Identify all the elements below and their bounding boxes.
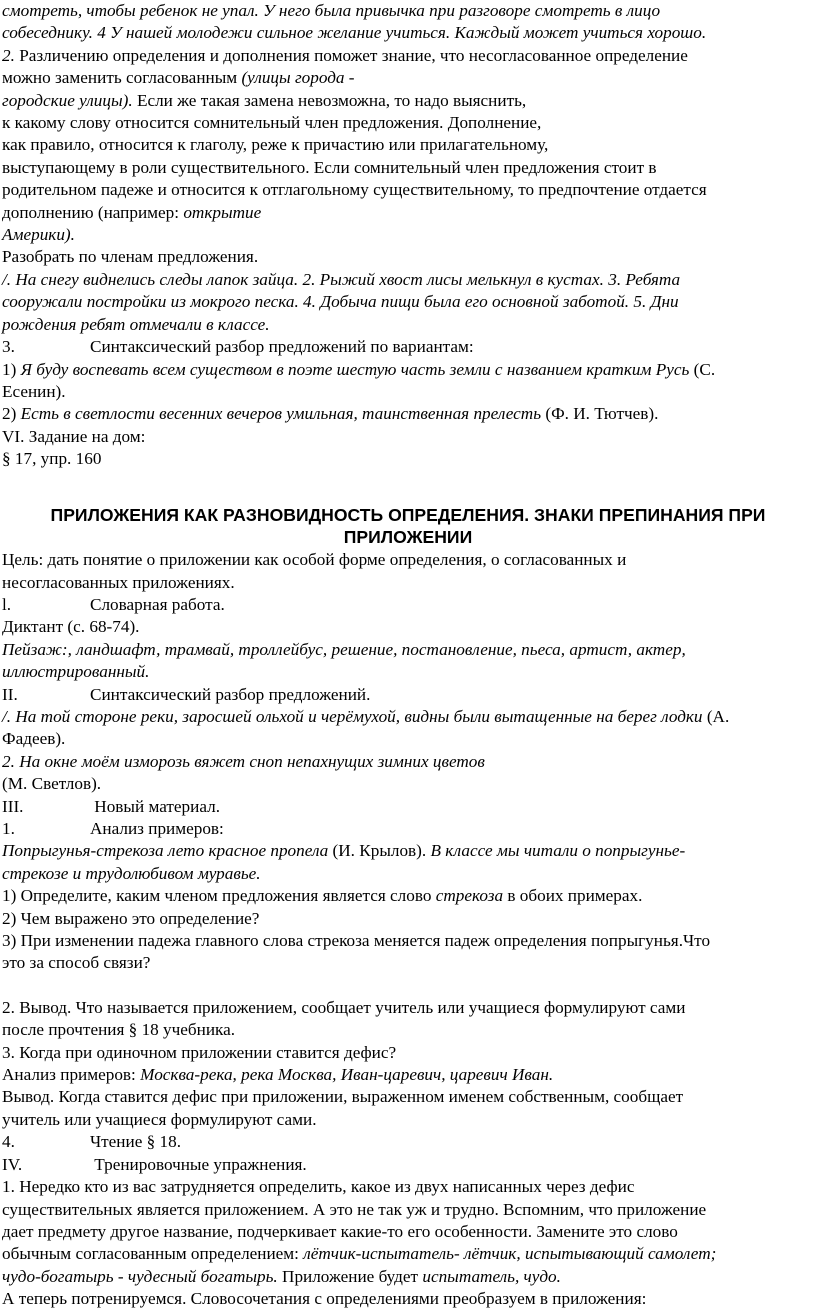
example-span: стрекоза — [435, 886, 504, 906]
text-line: § 17, упр. 160 — [2, 449, 102, 469]
text-line — [2, 1243, 814, 1265]
section-title: ПРИЛОЖЕНИИ — [343, 527, 473, 548]
text-span: Новый материал. — [90, 796, 220, 816]
text-line — [2, 1266, 814, 1288]
text-line: родительном падеже и относится к отглагольному существительному, то предпочтение отдается — [2, 180, 707, 200]
text-line — [2, 1064, 814, 1086]
example-span: Есть в светлости весенних вечеров умильная, таинственная прелесть — [20, 404, 542, 424]
text-span: Приложение будет — [277, 1266, 423, 1286]
text-line: сооружали постройки из мокрого песка. 4. Добыча пищи была его основной заботой. 5. Дни — [2, 292, 679, 312]
text-line — [2, 1154, 814, 1176]
item-number: 3. — [2, 337, 15, 357]
spacer — [2, 493, 814, 504]
text-line — [2, 67, 814, 89]
text-line — [2, 594, 814, 616]
text-span: (Ф. И. Тютчев). — [541, 404, 659, 424]
text-line: после прочтения § 18 учебника. — [2, 1020, 236, 1040]
text-span: обычным согласованным определением: — [2, 1244, 304, 1264]
text-line: 2. Вывод. Что называется приложением, сообщает учитель или учащиеся формулируют сами — [2, 997, 686, 1017]
text-line: Диктант (с. 68-74). — [2, 617, 140, 637]
text-span: в обоих примерах. — [503, 886, 643, 906]
text-line: VI. Задание на дом: — [2, 426, 146, 446]
text-span: Анализ примеров: — [90, 819, 224, 838]
spacer — [2, 471, 814, 493]
example-span: лётчик-испытатель- лётчик, испытывающий самолет; — [303, 1244, 717, 1264]
example-span: В классе мы читали о попрыгунье- — [430, 841, 686, 861]
item-number: II. — [2, 684, 18, 704]
text-line: это за способ связи? — [2, 953, 151, 973]
text-line — [2, 1131, 814, 1153]
item-number: l. — [2, 594, 12, 614]
text-line: (М. Светлов). — [2, 774, 102, 794]
text-span: дополнению (например: — [2, 202, 184, 222]
text-line: 1. Нередко кто из вас затрудняется определить, какое из двух написанных через дефис — [2, 1177, 635, 1197]
text-line: смотреть, чтобы ребенок не упал. У него была привычка при разговоре смотреть в лицо — [2, 1, 661, 20]
example-span: /. На той стороне реки, заросшей ольхой и черёмухой, видны были вытащенные на берег лодки — [2, 706, 703, 726]
item-number: 4. — [2, 1132, 15, 1152]
text-span: (А. — [702, 706, 730, 726]
example-span: Я буду воспевать всем существом в поэте шестую часть земли с названием кратким Русь — [20, 359, 690, 379]
text-span: (С. — [689, 359, 716, 379]
text-line: 2) Чем выражено это определение? — [2, 908, 260, 928]
text-line — [2, 885, 814, 907]
text-line — [2, 336, 814, 358]
spacer — [2, 975, 814, 997]
text-line: иллюстрированный. — [2, 662, 150, 682]
text-line: собеседнику. 4 У нашей молодежи сильное желание учиться. Каждый может учиться хорошо. — [2, 23, 707, 43]
example-span: испытатель, чудо. — [422, 1266, 561, 1286]
text-line: Америки). — [2, 225, 75, 245]
text-line: 3. Когда при одиночном приложении ставится дефис? — [2, 1042, 397, 1062]
item-number: 2. — [2, 45, 15, 65]
example-span: открытие — [183, 202, 262, 222]
text-line: Цель: дать понятие о приложении как особой форме определения, о согласованных и — [2, 550, 627, 570]
text-span: Чтение § 18. — [90, 1132, 182, 1152]
text-line: 3) При изменении падежа главного слова стрекоза меняется падеж определения попрыгунья.Что — [2, 931, 711, 951]
text-line: рождения ребят отмечали в классе. — [2, 314, 270, 334]
example-span: Москва-река, река Москва, Иван-царевич, царевич Иван. — [140, 1065, 554, 1085]
text-span: Словарная работа. — [90, 594, 225, 614]
text-span: Анализ примеров: — [2, 1065, 141, 1085]
example-span: (улицы города - — [241, 68, 355, 88]
text-line: к какому слову относится сомнительный член предложения. Дополнение, — [2, 113, 542, 133]
text-line: А теперь потренируемся. Словосочетания с определениями преобразуем в приложения: — [2, 1289, 647, 1309]
text-span: можно заменить согласованным — [2, 68, 242, 88]
item-number: IV. — [2, 1154, 23, 1174]
text-span: Синтаксический разбор предложений по вариантам: — [90, 337, 474, 357]
text-line — [2, 403, 814, 425]
item-number: III. — [2, 796, 24, 816]
section-title: ПРИЛОЖЕНИЯ КАК РАЗНОВИДНОСТЬ ОПРЕДЕЛЕНИЯ. ЗНАКИ ПРЕПИНАНИЯ ПРИ — [50, 504, 766, 525]
item-number: 2) — [2, 404, 21, 424]
text-line: Разобрать по членам предложения. — [2, 247, 259, 267]
text-line: выступающему в роли существительного. Если сомнительный член предложения стоит в — [2, 157, 657, 177]
text-span: Синтаксический разбор предложений. — [90, 684, 371, 704]
text-line: дает предмету другое название, подчеркивает какие-то его особенности. Замените это слово — [2, 1221, 678, 1241]
text-span: Различению определения и дополнения поможет знание, что несогласованное определение — [14, 45, 688, 65]
text-line: несогласованных приложениях. — [2, 572, 235, 592]
text-line — [2, 796, 814, 818]
item-number: 1) — [2, 359, 21, 379]
text-span: (И. Крылов). — [328, 841, 431, 861]
text-line — [2, 359, 814, 381]
example-span: чудо-богатырь - чудесный богатырь. — [2, 1266, 278, 1286]
text-span: Если же такая замена невозможна, то надо выяснить, — [132, 90, 527, 110]
example-span: Попрыгунья-стрекоза лето красное пропела — [2, 841, 329, 861]
text-line: стрекозе и трудолюбивом муравье. — [2, 863, 261, 883]
item-number: 1. — [2, 819, 15, 838]
text-line — [2, 840, 814, 862]
text-line: /. На снегу виднелись следы лапок зайца. 2. Рыжий хвост лисы мелькнул в кустах. 3. Ребята — [2, 269, 681, 289]
text-line: как правило, относится к глаголу, реже к причастию или прилагательному, — [2, 135, 549, 155]
text-line — [2, 818, 814, 840]
example-span: городские улицы). — [2, 90, 133, 110]
text-line: Есенин). — [2, 381, 66, 401]
text-span: Тренировочные упражнения. — [90, 1154, 307, 1174]
text-line — [2, 684, 814, 706]
text-line: 2. На окне моём изморозь вяжет сноп непахнущих зимних цветов — [2, 751, 485, 771]
text-line: учитель или учащиеся формулируют сами. — [2, 1109, 317, 1129]
text-line: Пейзаж:, ландшафт, трамвай, троллейбус, решение, постановление, пьеса, артист, актер, — [2, 639, 686, 659]
text-line: Фадеев). — [2, 729, 66, 749]
text-line — [2, 45, 814, 67]
text-line — [2, 706, 814, 728]
text-span: 1) Определите, каким членом предложения является слово — [2, 886, 436, 906]
text-line — [2, 202, 814, 224]
text-line: Вывод. Когда ставится дефис при приложении, выраженном именем собственным, сообщает — [2, 1087, 684, 1107]
text-line: существительных является приложением. А это не так уж и трудно. Вспомним, что приложение — [2, 1199, 707, 1219]
text-line — [2, 90, 814, 112]
